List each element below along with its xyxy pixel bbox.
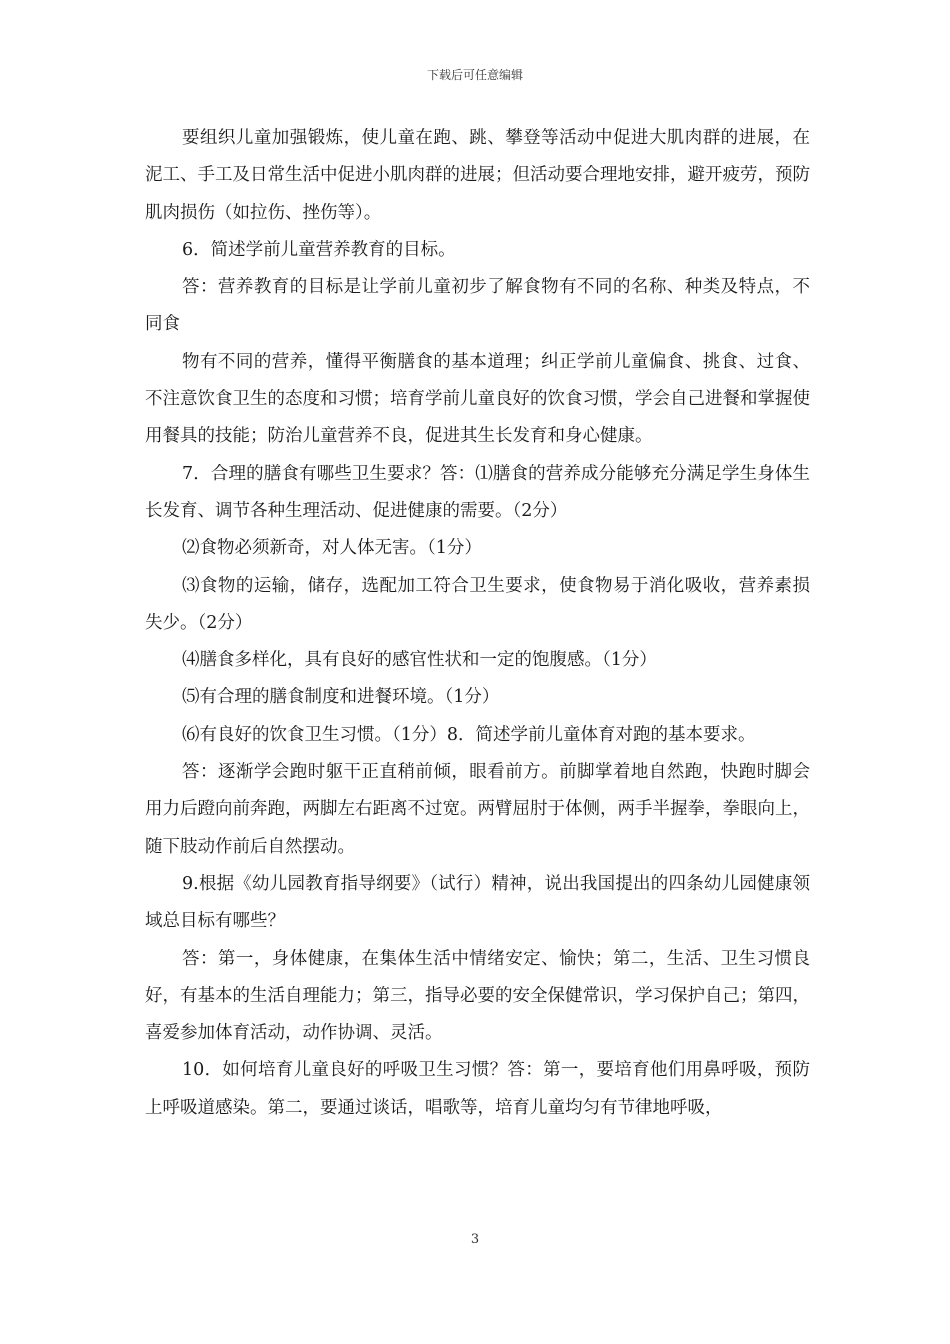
paragraph: 要组织儿童加强锻炼，使儿童在跑、跳、攀登等活动中促进大肌肉群的进展，在泥工、手工及日常生活中促进小肌肉群的进展；但活动要合理地安排，避开疲劳，预防肌肉损伤（如拉伤、挫伤等）。 (145, 128, 810, 223)
paragraph: ⑵食物必须新奇，对人体无害。（1分） (182, 538, 482, 559)
paragraph: ⑷膳食多样化，具有良好的感官性状和一定的饱腹感。（1分） (182, 650, 657, 671)
paragraph: 答：营养教育的目标是让学前儿童初步了解食物有不同的名称、种类及特点，不同食 (145, 277, 810, 335)
paragraph: 6．简述学前儿童营养教育的目标。 (182, 239, 456, 260)
paragraph: ⑸有合理的膳食制度和进餐环境。（1分） (182, 687, 500, 708)
page-number: 3 (470, 1232, 480, 1247)
paragraph: 物有不同的营养，懂得平衡膳食的基本道理；纠正学前儿童偏食、挑食、过食、不注意饮食卫生的态度和习惯；培育学前儿童良好的饮食习惯，学会自己进餐和掌握使用餐具的技能；防治儿童营养不良，促进其生长发育和身心健康。 (145, 351, 810, 447)
paragraph: 10．如何培育儿童良好的呼吸卫生习惯？答：第一，要培育他们用鼻呼吸，预防上呼吸道感染。第二，要通过谈话，唱歌等，培育儿童均匀有节律地呼吸， (145, 1060, 810, 1118)
page-header: 下载后可任意编辑 (426, 68, 523, 82)
document-body (145, 120, 810, 1127)
paragraph: 答：逐渐学会跑时躯干正直稍前倾，眼看前方。前脚掌着地自然跑，快跑时脚会用力后蹬向前奔跑，两脚左右距离不过宽。两臂屈肘于体侧，两手半握拳，拳眼向上，随下肢动作前后自然摆动。 (145, 762, 810, 857)
paragraph: 9.根据《幼儿园教育指导纲要》（试行）精神，说出我国提出的四条幼儿园健康领域总目标有哪些？ (145, 873, 810, 932)
paragraph: ⑹有良好的饮食卫生习惯。（1分）8．简述学前儿童体育对跑的基本要求。 (182, 724, 756, 745)
paragraph: 答：第一，身体健康，在集体生活中情绪安定、愉快；第二，生活、卫生习惯良好，有基本的生活自理能力；第三，指导必要的安全保健常识，学习保护自己；第四，喜爱参加体育活动，动作协调、灵活。 (145, 948, 810, 1044)
paragraph: ⑶食物的运输，储存，选配加工符合卫生要求，使食物易于消化吸收，营养素损失少。（2分） (145, 575, 810, 633)
paragraph: 7．合理的膳食有哪些卫生要求？答：⑴膳食的营养成分能够充分满足学生身体生长发育、调节各种生理活动、促进健康的需要。（2分） (145, 463, 810, 521)
